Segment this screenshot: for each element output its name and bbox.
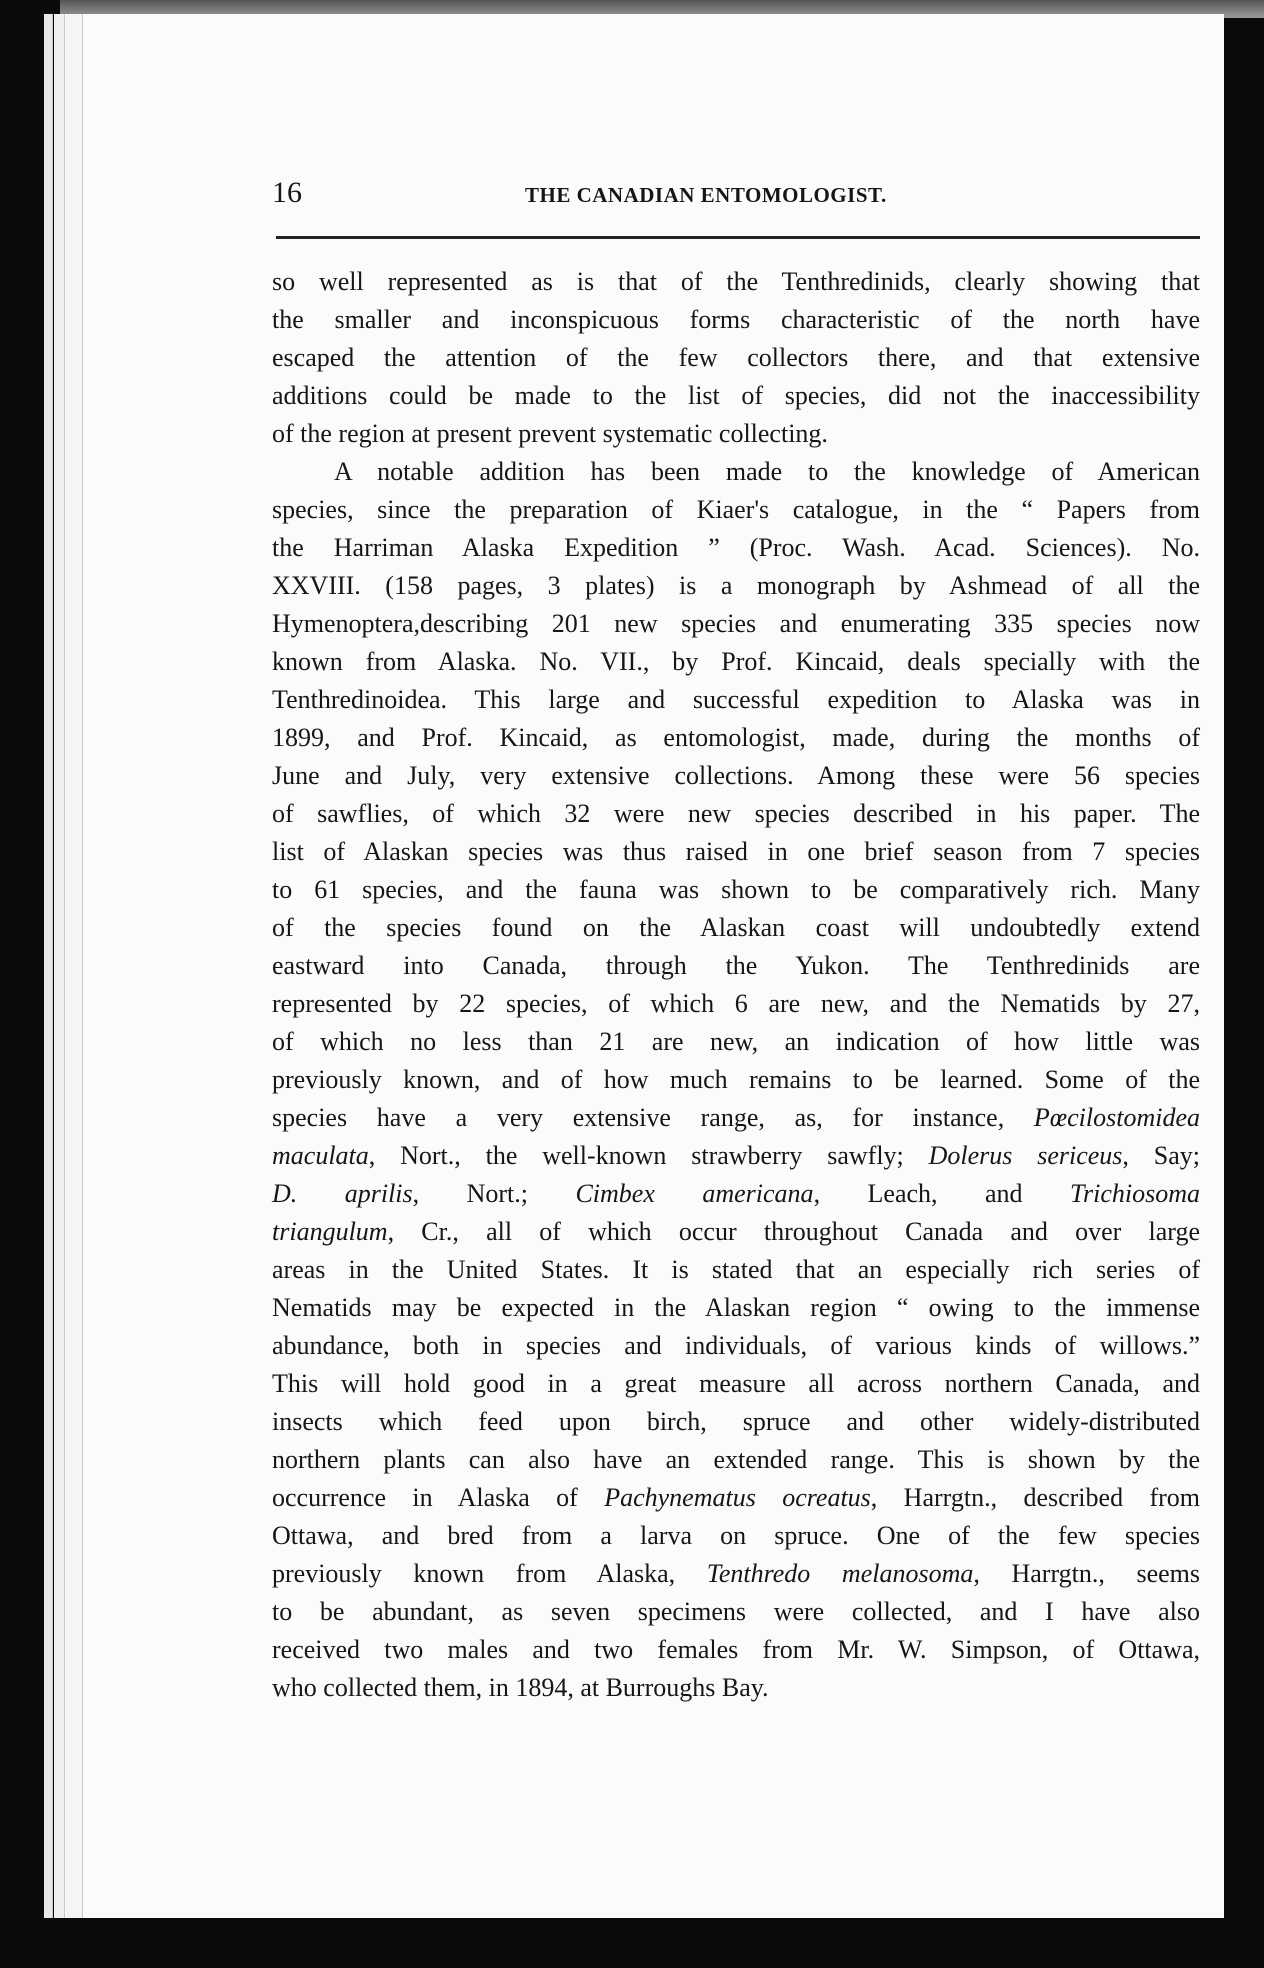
body-text xyxy=(272,263,1200,1707)
text-segment: This will hold good in a great measure all across northern Canada, and xyxy=(272,1369,1200,1398)
italic-species-name: Trichiosoma xyxy=(1069,1179,1201,1208)
text-line xyxy=(272,1479,1200,1517)
text-line xyxy=(272,1213,1200,1251)
text-segment: species have a very extensive range, as, for instance, xyxy=(272,1103,1034,1132)
text-line xyxy=(272,833,1200,871)
text-segment: represented by 22 species, of which 6 are new, and the Nematids by 27, xyxy=(272,989,1200,1018)
text-line xyxy=(272,1137,1200,1175)
text-line xyxy=(272,263,1200,301)
text-line xyxy=(272,985,1200,1023)
italic-species-name: triangulum xyxy=(272,1217,388,1246)
text-line xyxy=(272,1251,1200,1289)
text-line xyxy=(272,415,1200,453)
text-segment: previously known from Alaska, xyxy=(272,1559,707,1588)
text-segment: known from Alaska. No. VII., by Prof. Kincaid, deals specially with the xyxy=(272,647,1200,676)
text-line xyxy=(272,1593,1200,1631)
text-segment: Nematids may be expected in the Alaskan region “ owing to the immense xyxy=(272,1293,1200,1322)
text-segment: , Harrgtn., described from xyxy=(870,1483,1200,1512)
text-segment: A notable addition has been made to the knowledge of American xyxy=(334,457,1200,486)
text-line xyxy=(272,453,1200,491)
text-line xyxy=(272,567,1200,605)
text-segment: , Leach, and xyxy=(813,1179,1070,1208)
page-edge xyxy=(44,14,53,1918)
text-line xyxy=(272,1555,1200,1593)
text-segment: eastward into Canada, through the Yukon. The Tenthredinids are xyxy=(272,951,1200,980)
text-segment: previously known, and of how much remains to be learned. Some of the xyxy=(272,1065,1200,1094)
text-line xyxy=(272,1365,1200,1403)
text-segment: of sawflies, of which 32 were new species described in his paper. The xyxy=(272,799,1200,828)
text-segment: abundance, both in species and individuals, of various kinds of willows.” xyxy=(272,1331,1200,1360)
text-line xyxy=(272,757,1200,795)
text-segment: the smaller and inconspicuous forms characteristic of the north have xyxy=(272,305,1200,334)
page-number: 16 xyxy=(272,176,302,209)
text-line xyxy=(272,605,1200,643)
text-segment: of the region at present prevent systematic collecting. xyxy=(272,419,828,448)
text-line xyxy=(272,1061,1200,1099)
text-segment: , Cr., all of which occur throughout Canada and over large xyxy=(387,1217,1200,1246)
text-segment: escaped the attention of the few collectors there, and that extensive xyxy=(272,343,1200,372)
text-line xyxy=(272,1327,1200,1365)
text-segment: occurrence in Alaska of xyxy=(272,1483,605,1512)
text-segment: insects which feed upon birch, spruce and other widely-distributed xyxy=(272,1407,1200,1436)
text-line xyxy=(272,681,1200,719)
text-line xyxy=(272,377,1200,415)
italic-species-name: D. aprilis xyxy=(272,1179,413,1208)
text-line xyxy=(272,719,1200,757)
text-line xyxy=(272,529,1200,567)
text-line xyxy=(272,1023,1200,1061)
text-line xyxy=(272,339,1200,377)
text-line xyxy=(272,1289,1200,1327)
text-segment: northern plants can also have an extended range. This is shown by the xyxy=(272,1445,1200,1474)
page-edge xyxy=(66,14,83,1918)
italic-species-name: Dolerus sericeus xyxy=(928,1141,1123,1170)
italic-species-name: Tenthredo melanosoma xyxy=(706,1559,974,1588)
text-segment: who collected them, in 1894, at Burroughs Bay. xyxy=(272,1673,769,1702)
text-segment: , Say; xyxy=(1122,1141,1200,1170)
text-line xyxy=(272,1517,1200,1555)
text-line xyxy=(272,643,1200,681)
italic-species-name: Cimbex americana xyxy=(575,1179,814,1208)
text-segment: list of Alaskan species was thus raised in one brief season from 7 species xyxy=(272,837,1200,866)
text-line xyxy=(272,1669,1200,1707)
text-segment: , Harrgtn., seems xyxy=(973,1559,1201,1588)
text-line xyxy=(272,1403,1200,1441)
text-line xyxy=(272,1175,1200,1213)
text-segment: additions could be made to the list of species, did not the inaccessibility xyxy=(272,381,1200,410)
text-segment: species, since the preparation of Kiaer's catalogue, in the “ Papers from xyxy=(272,495,1200,524)
header-rule xyxy=(276,236,1200,239)
text-line xyxy=(272,491,1200,529)
running-title: THE CANADIAN ENTOMOLOGIST. xyxy=(525,183,887,207)
text-segment: XXVIII. (158 pages, 3 plates) is a monograph by Ashmead of all the xyxy=(272,571,1200,600)
text-segment: 1899, and Prof. Kincaid, as entomologist, made, during the months of xyxy=(272,723,1200,752)
text-line xyxy=(272,1441,1200,1479)
text-segment: to 61 species, and the fauna was shown to be comparatively rich. Many xyxy=(272,875,1200,904)
text-segment: to be abundant, as seven specimens were collected, and I have also xyxy=(272,1597,1200,1626)
text-line xyxy=(272,871,1200,909)
text-line xyxy=(272,947,1200,985)
text-segment: Tenthredinoidea. This large and successful expedition to Alaska was in xyxy=(272,685,1200,714)
text-line xyxy=(272,909,1200,947)
text-line xyxy=(272,795,1200,833)
page-edge xyxy=(54,14,65,1918)
text-segment: , Nort.; xyxy=(412,1179,576,1208)
text-segment: areas in the United States. It is stated that an especially rich series of xyxy=(272,1255,1200,1284)
text-segment: , Nort., the well-known strawberry sawfly; xyxy=(368,1141,929,1170)
text-segment: of which no less than 21 are new, an indication of how little was xyxy=(272,1027,1200,1056)
text-segment: so well represented as is that of the Tenthredinids, clearly showing that xyxy=(272,267,1200,296)
text-segment: Hymenoptera,describing 201 new species and enumerating 335 species now xyxy=(272,609,1200,638)
italic-species-name: Pœcilostomidea xyxy=(1033,1103,1200,1132)
italic-species-name: Pachynematus ocreatus xyxy=(604,1483,871,1512)
text-line xyxy=(272,1099,1200,1137)
text-segment: received two males and two females from Mr. W. Simpson, of Ottawa, xyxy=(272,1635,1200,1664)
text-segment: June and July, very extensive collections. Among these were 56 species xyxy=(272,761,1200,790)
italic-species-name: maculata xyxy=(272,1141,369,1170)
text-segment: the Harriman Alaska Expedition ” (Proc. Wash. Acad. Sciences). No. xyxy=(272,533,1200,562)
text-segment: of the species found on the Alaskan coast will undoubtedly extend xyxy=(272,913,1200,942)
text-line xyxy=(272,1631,1200,1669)
text-line xyxy=(272,301,1200,339)
text-segment: Ottawa, and bred from a larva on spruce. One of the few species xyxy=(272,1521,1200,1550)
